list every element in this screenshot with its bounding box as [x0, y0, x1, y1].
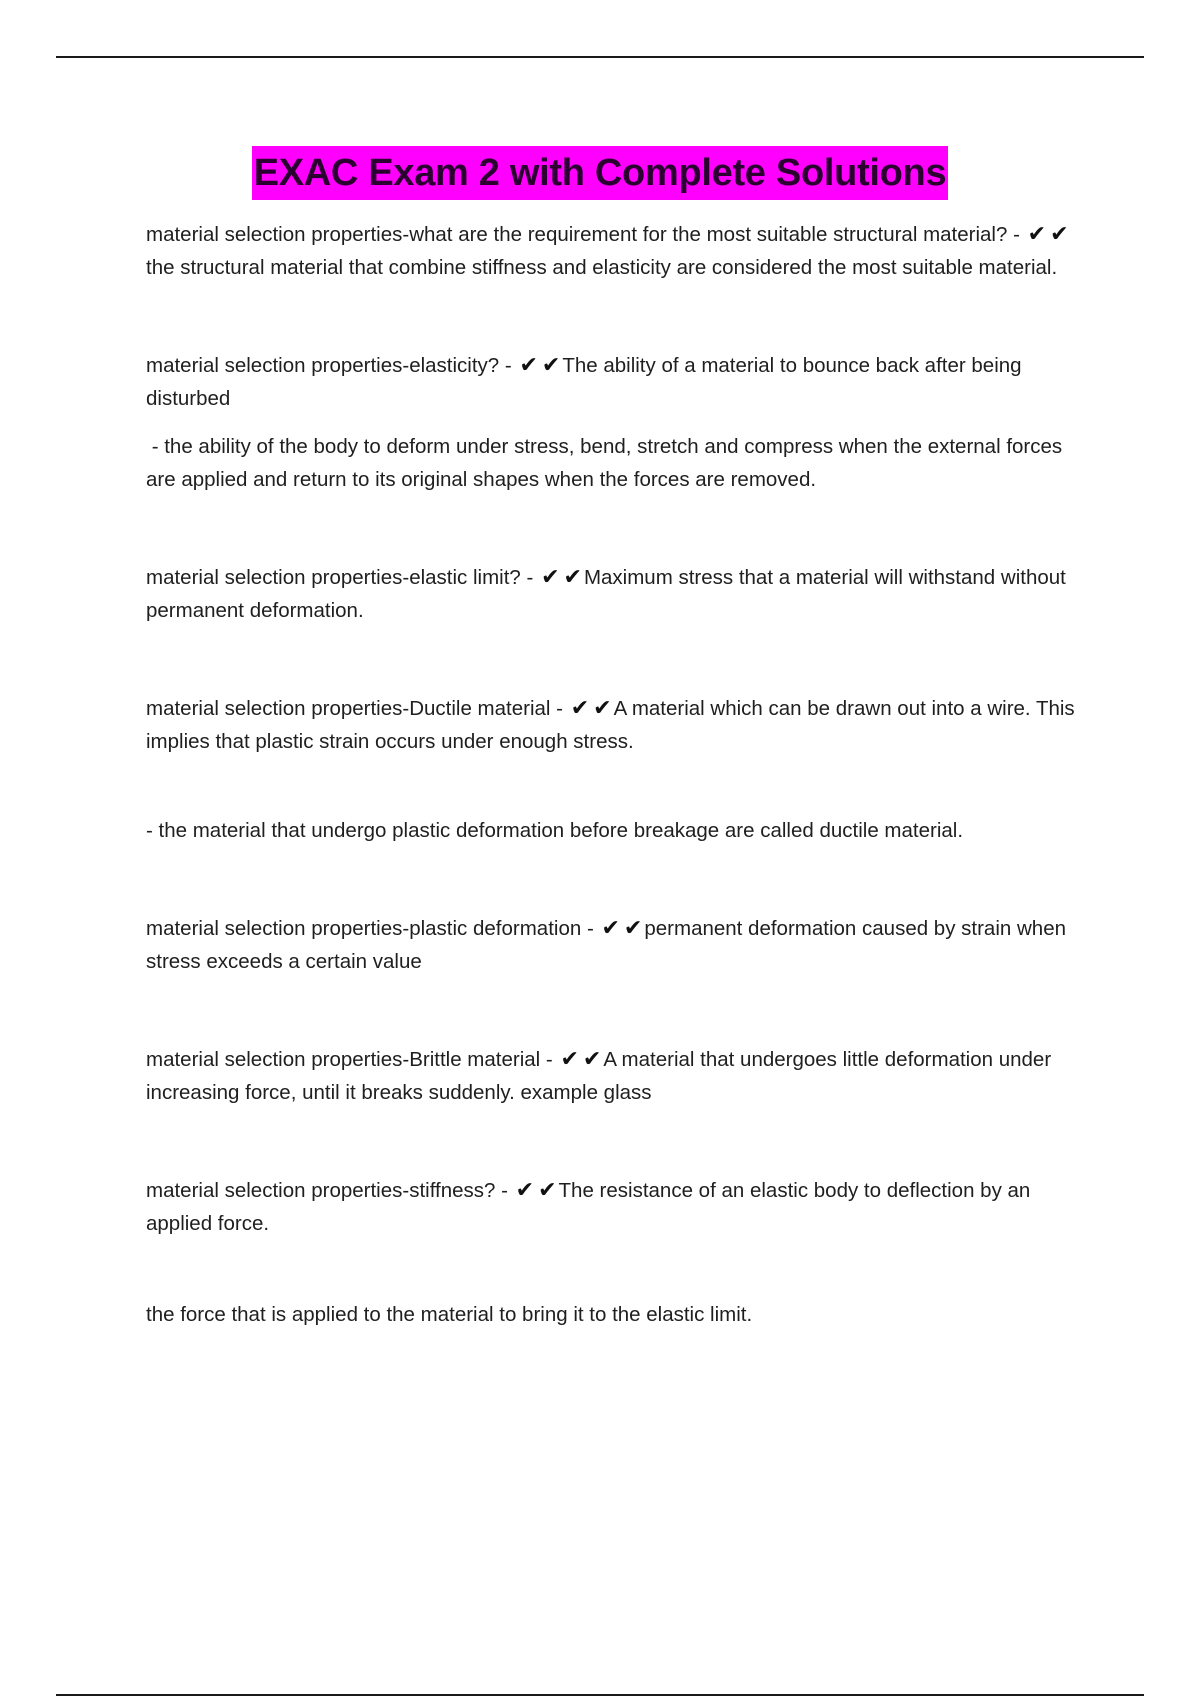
top-rule [56, 56, 1144, 58]
answer-text: A material which can be drawn out into a wire. This implies that plastic strain occurs under enough stress. [146, 697, 1075, 753]
check-mark-icon: ✔ [570, 695, 590, 720]
answer-text: The resistance of an elastic body to deflection by an applied force. [146, 1179, 1031, 1235]
check-mark-icon: ✔ [541, 564, 560, 589]
check-mark-icon: ✔ [1027, 221, 1047, 246]
check-marks [517, 354, 562, 377]
title-wrap [0, 146, 1200, 200]
entry-plastic-deformation [146, 912, 1086, 978]
entry-ductile-note: - the material that undergo plastic deformation before breakage are called ductile material. [146, 819, 964, 842]
document-body [146, 218, 1086, 1331]
entry-stiffness-note: the force that is applied to the material to bring it to the elastic limit. [146, 1303, 753, 1326]
question-text: material selection properties-elasticity? - [146, 354, 512, 377]
check-mark-icon: ✔ [582, 1046, 602, 1071]
entry-requirements [146, 218, 1086, 284]
document-title: EXAC Exam 2 with Complete Solutions [252, 146, 949, 200]
question-text: material selection properties-stiffness? - [146, 1179, 508, 1202]
entry-elasticity [146, 349, 1086, 415]
check-mark-icon: ✔ [601, 915, 620, 940]
answer-text: permanent deformation caused by strain when stress exceeds a certain value [146, 917, 1066, 973]
question-text: material selection properties-plastic deformation - [146, 917, 594, 940]
entry-stiffness [146, 1174, 1086, 1240]
check-mark-icon: ✔ [519, 352, 538, 377]
entry-brittle [146, 1043, 1086, 1109]
check-marks [539, 566, 584, 589]
answer-text: the structural material that combine stiffness and elasticity are considered the most suitable material. [146, 256, 1058, 279]
question-text: material selection properties-Ductile material - [146, 697, 563, 720]
check-mark-icon: ✔ [1050, 221, 1069, 246]
check-mark-icon: ✔ [563, 564, 582, 589]
question-text: material selection properties-elastic limit? - [146, 566, 534, 589]
answer-text: The ability of a material to bounce back after being disturbed [146, 354, 1022, 410]
check-marks [569, 697, 614, 720]
answer-text: Maximum stress that a material will withstand without permanent deformation. [146, 566, 1066, 622]
entry-elasticity-extra: - the ability of the body to deform under stress, bend, stretch and compress when the external forces are applied and return to its original shapes when the forces are removed. [146, 435, 1068, 491]
question-text: material selection properties-Brittle material - [146, 1048, 553, 1071]
check-mark-icon: ✔ [541, 352, 561, 377]
check-mark-icon: ✔ [515, 1177, 535, 1202]
answer-text: A material that undergoes little deformation under increasing force, until it breaks suddenly. example glass [146, 1048, 1052, 1104]
check-marks [514, 1179, 559, 1202]
bottom-rule [56, 1694, 1144, 1696]
check-marks [558, 1048, 603, 1071]
question-text: material selection properties-what are the requirement for the most suitable structural material? - [146, 223, 1020, 246]
check-mark-icon: ✔ [593, 695, 612, 720]
check-mark-icon: ✔ [623, 915, 643, 940]
check-marks [599, 917, 644, 940]
check-marks [1026, 223, 1071, 246]
entry-elastic-limit [146, 561, 1086, 627]
entry-ductile [146, 692, 1086, 758]
check-mark-icon: ✔ [560, 1046, 579, 1071]
check-mark-icon: ✔ [538, 1177, 557, 1202]
